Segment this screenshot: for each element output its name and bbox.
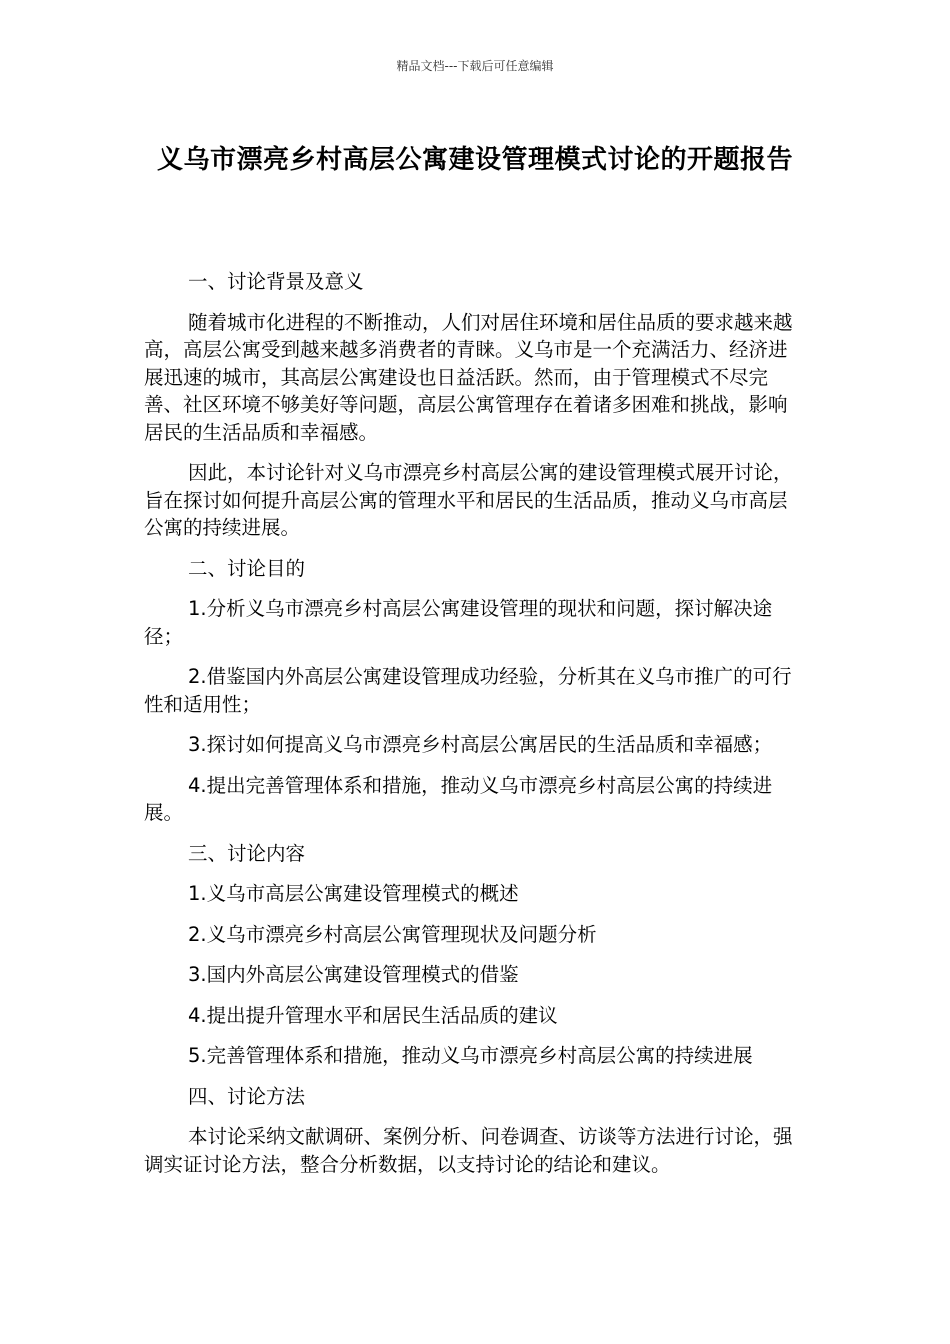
document-body <box>144 268 804 1191</box>
document-title: 义乌市漂亮乡村高层公寓建设管理模式讨论的开题报告 <box>156 145 793 175</box>
page-header: 精品文档---下载后可任意编辑 <box>396 59 554 73</box>
objective-item: 1.分析义乌市漂亮乡村高层公寓建设管理的现状和问题，探讨解决途径； <box>144 597 773 648</box>
objective-item: 4.提出完善管理体系和措施，推动义乌市漂亮乡村高层公寓的持续进展。 <box>144 773 773 824</box>
content-item: 1.义乌市高层公寓建设管理模式的概述 <box>188 882 519 905</box>
content-item: 5.完善管理体系和措施，推动义乌市漂亮乡村高层公寓的持续进展 <box>188 1044 753 1067</box>
section-heading-methods: 四、讨论方法 <box>188 1084 306 1108</box>
objective-item: 3.探讨如何提高义乌市漂亮乡村高层公寓居民的生活品质和幸福感； <box>188 733 773 756</box>
content-item: 4.提出提升管理水平和居民生活品质的建议 <box>188 1003 558 1027</box>
content-item: 2.义乌市漂亮乡村高层公寓管理现状及问题分析 <box>188 922 597 946</box>
section-heading-objectives: 二、讨论目的 <box>188 556 306 580</box>
section-heading-background: 一、讨论背景及意义 <box>188 270 364 293</box>
background-paragraph: 因此，本讨论针对义乌市漂亮乡村高层公寓的建设管理模式展开讨论，旨在探讨如何提升高层公寓的管理水平和居民的生活品质，推动义乌市高层公寓的持续进展。 <box>144 461 793 539</box>
objective-item: 2.借鉴国内外高层公寓建设管理成功经验，分析其在义乌市推广的可行性和适用性； <box>144 665 792 716</box>
content-item: 3.国内外高层公寓建设管理模式的借鉴 <box>188 963 519 986</box>
section-heading-content: 三、讨论内容 <box>188 841 306 865</box>
background-paragraph: 随着城市化进程的不断推动，人们对居住环境和居住品质的要求越来越高，高层公寓受到越来越多消费者的青睐。义乌市是一个充满活力、经济进展迅速的城市，其高层公寓建设也日益活跃。然而，由于管理模式不尽完善、社区环境不够美好等问题，高层公寓管理存在着诸多困难和挑战，影响居民的生活品质和幸福感。 <box>144 310 793 444</box>
methods-paragraph: 本讨论采纳文献调研、案例分析、问卷调查、访谈等方法进行讨论，强调实证讨论方法，整合分析数据，以支持讨论的结论和建议。 <box>144 1125 793 1176</box>
